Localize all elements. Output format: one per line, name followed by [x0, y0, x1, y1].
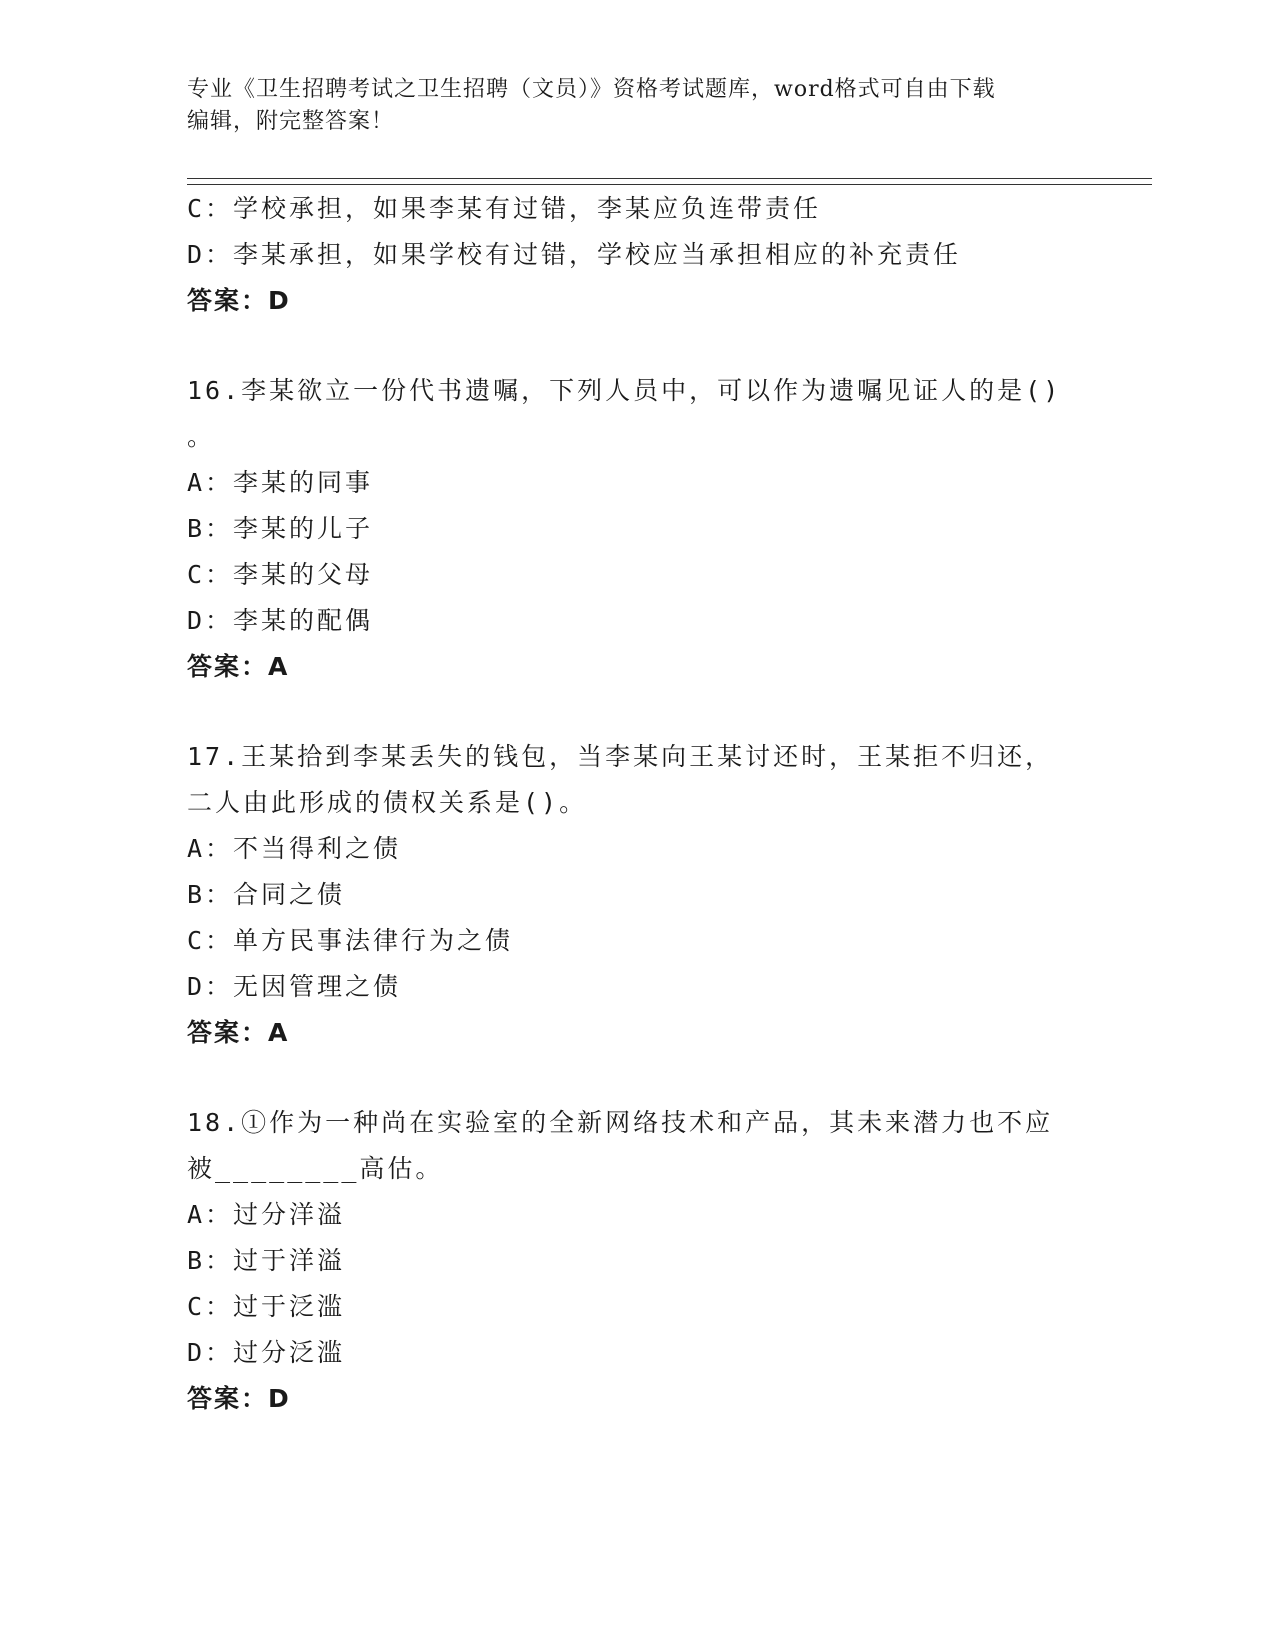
- answer-line: 答案：D: [187, 286, 291, 315]
- question-17: [187, 734, 1087, 1056]
- option-a: A：过分洋溢: [187, 1200, 346, 1229]
- header-divider: [187, 178, 1152, 185]
- option-c: C：单方民事法律行为之债: [187, 926, 514, 955]
- option-d: D：过分泛滥: [187, 1338, 346, 1367]
- answer-line: 答案：A: [187, 1018, 290, 1047]
- answer-line: 答案：D: [187, 1384, 291, 1413]
- option-a: A：李某的同事: [187, 468, 374, 497]
- question-stem: 16.李某欲立一份代书遗嘱，下列人员中，可以作为遗嘱见证人的是(): [187, 376, 1062, 405]
- question-list: [187, 186, 1087, 1422]
- option-d: D：无因管理之债: [187, 972, 402, 1001]
- header-line-2: 编辑，附完整答案！: [187, 109, 395, 134]
- option-d: D：李某承担，如果学校有过错，学校应当承担相应的补充责任: [187, 240, 962, 269]
- option-c: C：李某的父母: [187, 560, 374, 589]
- question-stem-cont: 二人由此形成的债权关系是()。: [187, 788, 588, 817]
- document-header: [187, 74, 1087, 138]
- question-stem: 17.王某拾到李某丢失的钱包，当李某向王某讨还时，王某拒不归还，: [187, 742, 1054, 771]
- question-stem: 18.①作为一种尚在实验室的全新网络技术和产品，其未来潜力也不应: [187, 1108, 1054, 1137]
- header-line-1: 专业《卫生招聘考试之卫生招聘（文员）》资格考试题库，word格式可自由下载: [187, 77, 996, 102]
- option-a: A：不当得利之债: [187, 834, 402, 863]
- option-b: B：过于洋溢: [187, 1246, 346, 1275]
- question-16: [187, 368, 1087, 690]
- option-c: C：学校承担，如果李某有过错，李某应负连带责任: [187, 194, 822, 223]
- question-stem-cont: 。: [187, 422, 216, 451]
- question-stem-cont: 被________高估。: [187, 1154, 444, 1183]
- option-b: B：李某的儿子: [187, 514, 374, 543]
- option-b: B：合同之债: [187, 880, 346, 909]
- option-d: D：李某的配偶: [187, 606, 374, 635]
- question-18: [187, 1100, 1087, 1422]
- option-c: C：过于泛滥: [187, 1292, 346, 1321]
- answer-line: 答案：A: [187, 652, 290, 681]
